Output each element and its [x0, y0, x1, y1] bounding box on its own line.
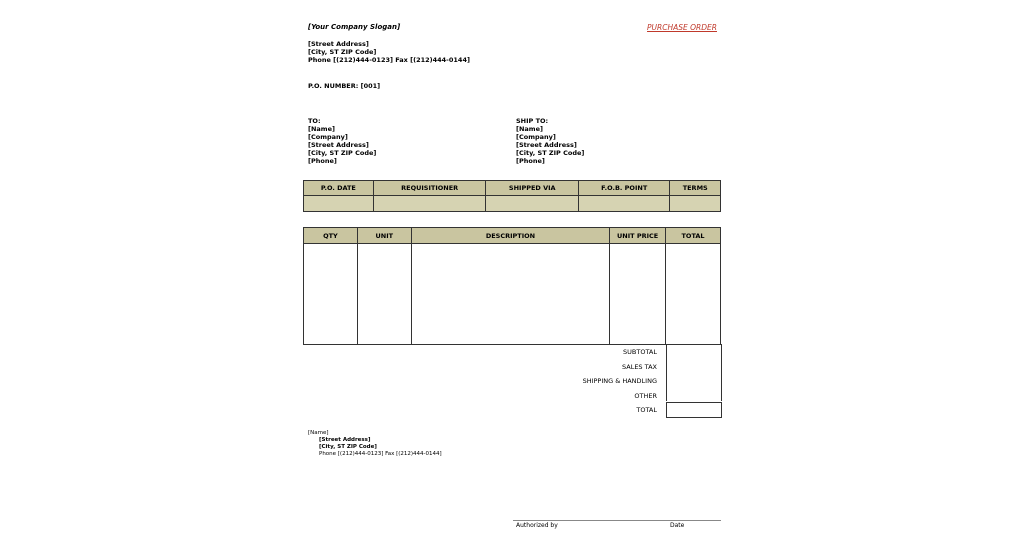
header-description: DESCRIPTION — [411, 228, 609, 244]
footer-street: [Street Address] — [319, 437, 371, 443]
company-slogan: [Your Company Slogan] — [308, 23, 401, 31]
requisitioner-cell[interactable] — [373, 196, 486, 212]
header-unit: UNIT — [357, 228, 411, 244]
footer-phone-fax: Phone [(212)444-0123] Fax [(212)444-0144] — [319, 451, 442, 457]
header-requisitioner: REQUISITIONER — [373, 181, 486, 196]
company-address — [308, 40, 470, 64]
ship-to-phone: [Phone] — [516, 157, 545, 165]
to-label: TO: — [308, 117, 321, 125]
header-qty: QTY — [304, 228, 358, 244]
footer-address — [308, 430, 442, 458]
footer-name: [Name] — [308, 430, 329, 436]
sales-tax-label: SALES TAX — [622, 363, 657, 371]
ship-to-company: [Company] — [516, 133, 556, 141]
totals-values-box[interactable] — [666, 344, 722, 401]
to-company: [Company] — [308, 133, 348, 141]
total-label: TOTAL — [636, 406, 657, 414]
qty-cell[interactable] — [304, 244, 358, 345]
order-info-table — [303, 180, 721, 212]
shipping-handling-label: SHIPPING & HANDLING — [582, 377, 657, 385]
unit-price-cell[interactable] — [610, 244, 666, 345]
company-street: [Street Address] — [308, 40, 369, 48]
line-items-body-row — [304, 244, 721, 345]
line-total-cell[interactable] — [666, 244, 721, 345]
authorized-by-label: Authorized by — [516, 522, 558, 529]
subtotal-label: SUBTOTAL — [623, 348, 657, 356]
signature-line — [513, 520, 721, 521]
line-items-header-row — [304, 228, 721, 244]
to-phone: [Phone] — [308, 157, 337, 165]
header-terms: TERMS — [670, 181, 721, 196]
po-date-cell[interactable] — [304, 196, 374, 212]
to-name: [Name] — [308, 125, 335, 133]
header-total: TOTAL — [666, 228, 721, 244]
line-items-table — [303, 227, 721, 345]
ship-to-block — [516, 117, 584, 165]
po-number: P.O. NUMBER: [001] — [308, 82, 381, 90]
order-info-header-row — [304, 181, 721, 196]
shipped-via-cell[interactable] — [486, 196, 579, 212]
to-city: [City, ST ZIP Code] — [308, 149, 377, 157]
other-label: OTHER — [634, 392, 657, 400]
ship-to-label: SHIP TO: — [516, 117, 549, 125]
footer-city: [City, ST ZIP Code] — [319, 444, 377, 450]
company-city: [City, ST ZIP Code] — [308, 48, 377, 56]
ship-to-name: [Name] — [516, 125, 543, 133]
date-label: Date — [670, 522, 685, 529]
purchase-order-title: PURCHASE ORDER — [647, 23, 717, 32]
header-shipped-via: SHIPPED VIA — [486, 181, 579, 196]
ship-to-street: [Street Address] — [516, 141, 577, 149]
terms-cell[interactable] — [670, 196, 721, 212]
company-phone-fax: Phone [(212)444-0123] Fax [(212)444-0144] — [308, 56, 470, 64]
grand-total-box[interactable] — [666, 402, 722, 418]
ship-to-city: [City, ST ZIP Code] — [516, 149, 585, 157]
to-block — [308, 117, 376, 165]
fob-point-cell[interactable] — [579, 196, 670, 212]
header-fob-point: F.O.B. POINT — [579, 181, 670, 196]
order-info-value-row — [304, 196, 721, 212]
description-cell[interactable] — [411, 244, 609, 345]
header-unit-price: UNIT PRICE — [610, 228, 666, 244]
header-po-date: P.O. DATE — [304, 181, 374, 196]
to-street: [Street Address] — [308, 141, 369, 149]
unit-cell[interactable] — [357, 244, 411, 345]
